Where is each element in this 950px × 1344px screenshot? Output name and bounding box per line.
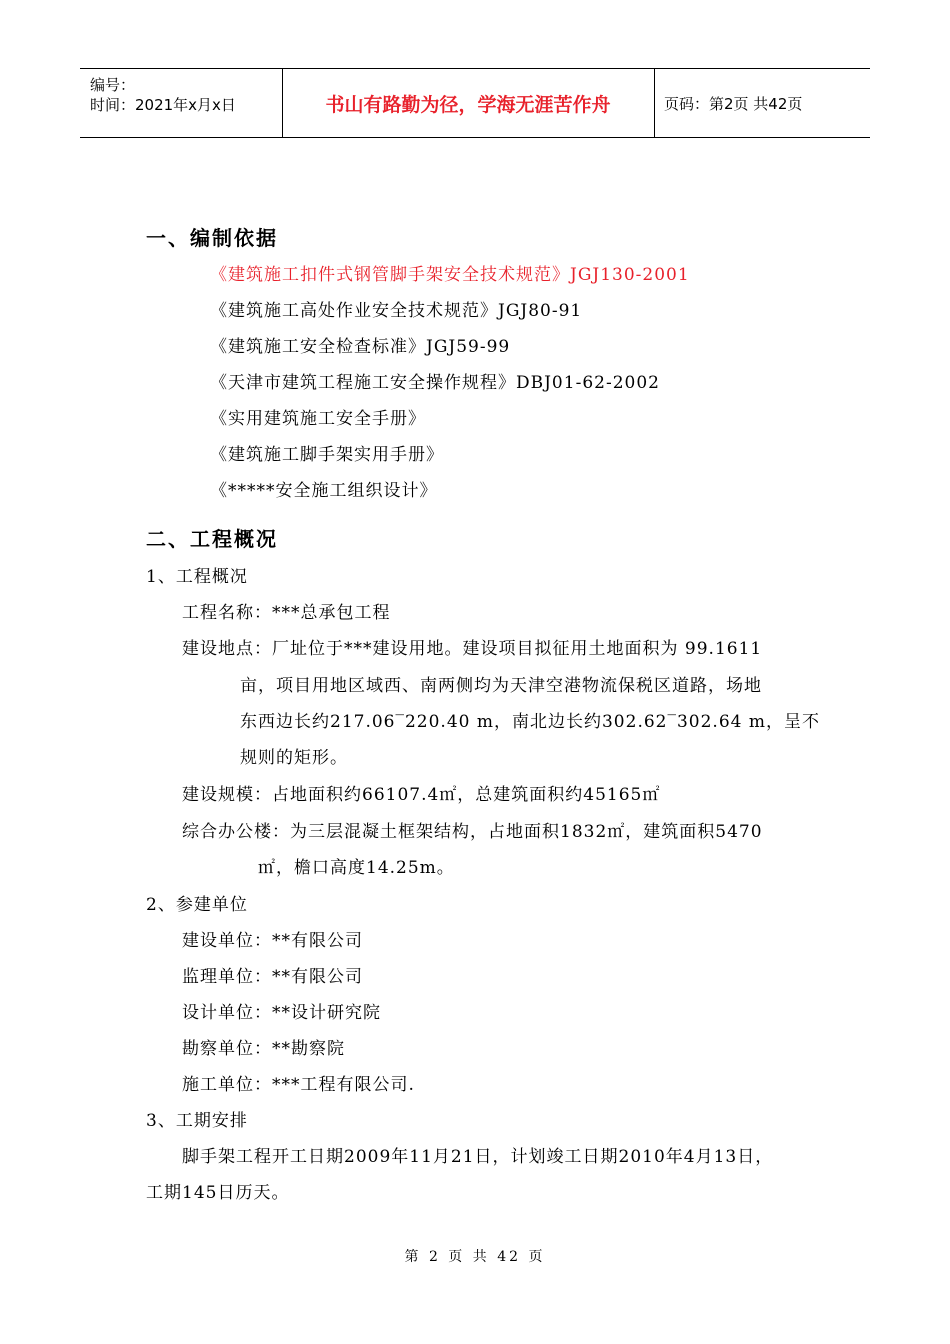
header-date: 时间：2021年x月x日 [90, 96, 236, 114]
unit-item: 建设单位：**有限公司 [182, 931, 363, 951]
reference-item: 《建筑施工安全检查标准》JGJ59-99 [210, 337, 511, 357]
site-text: 规则的矩形。 [240, 748, 348, 768]
site-text: 东西边长约217.06‾220.40 m，南北边长约302.62‾302.64 m，呈不 [240, 712, 820, 732]
reference-item: 《建筑施工高处作业安全技术规范》JGJ80-91 [210, 301, 583, 321]
reference-item: 《建筑施工脚手架实用手册》 [210, 445, 444, 465]
scale-text: 建设规模：占地面积约66107.4㎡，总建筑面积约45165㎡ [182, 785, 661, 805]
schedule-text: 脚手架工程开工日期2009年11月21日，计划竣工日期2010年4月13日， [182, 1147, 774, 1167]
header-page-info: 页码：第2页 共42页 [664, 94, 803, 113]
subsection-title: 3、工期安排 [146, 1111, 248, 1131]
header-divider [654, 69, 655, 137]
reference-item: 《实用建筑施工安全手册》 [210, 409, 426, 429]
unit-item: 施工单位：***工程有限公司. [182, 1075, 415, 1095]
header-number: 编号： [90, 76, 136, 94]
site-text: 建设地点：厂址位于***建设用地。建设项目拟征用土地面积为 99.1611 [182, 639, 763, 659]
section-title: 一、编制依据 [146, 226, 278, 250]
unit-item: 勘察单位：**勘察院 [182, 1039, 345, 1059]
schedule-text: 工期145日历天。 [146, 1183, 290, 1203]
page-footer: 第 2 页 共 42 页 [404, 1249, 546, 1265]
reference-item: 《天津市建筑工程施工安全操作规程》DBJ01-62-2002 [210, 373, 660, 393]
reference-item: 《建筑施工扣件式钢管脚手架安全技术规范》JGJ130-2001 [210, 265, 690, 285]
project-name: 工程名称：***总承包工程 [182, 603, 391, 623]
office-text: 综合办公楼：为三层混凝土框架结构，占地面积1832㎡，建筑面积5470 [182, 822, 763, 842]
reference-item: 《*****安全施工组织设计》 [210, 481, 438, 501]
subsection-title: 2、参建单位 [146, 895, 248, 915]
section-title: 二、工程概况 [146, 527, 278, 551]
unit-item: 设计单位：**设计研究院 [182, 1003, 381, 1023]
subsection-title: 1、工程概况 [146, 567, 248, 587]
page-header [80, 68, 870, 138]
site-text: 亩，项目用地区域西、南两侧均为天津空港物流保税区道路，场地 [240, 676, 762, 696]
unit-item: 监理单位：**有限公司 [182, 967, 363, 987]
header-motto: 书山有路勤为径，学海无涯苦作舟 [325, 93, 611, 116]
office-text: ㎡，檐口高度14.25m。 [258, 858, 455, 878]
header-meta [90, 75, 236, 115]
